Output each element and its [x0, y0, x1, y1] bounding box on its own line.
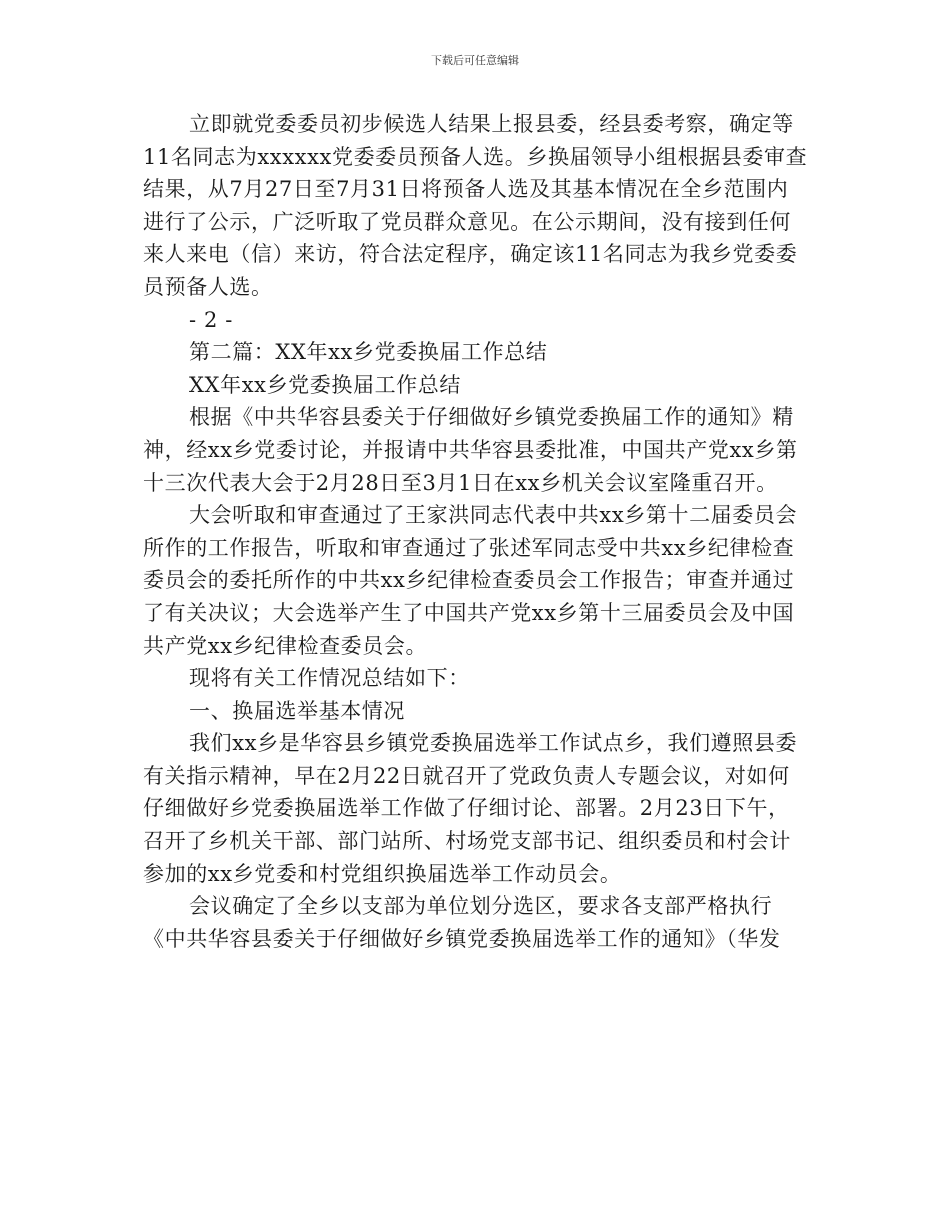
text-line: 我们xx乡是华容县乡镇党委换届选举工作试点乡，我们遵照县委: [189, 731, 798, 756]
text-line: 委员会的委托所作的中共xx乡纪律检查委员会工作报告；审查并通过: [143, 568, 795, 593]
text-line: 一、换届选举基本情况: [189, 698, 405, 723]
page-header-note: 下载后可任意编辑: [431, 54, 519, 67]
text-line: 来人来电（信）来访，符合法定程序，确定该11名同志为我乡党委委: [143, 242, 798, 267]
text-line: 有关指示精神，早在2月22日就召开了党政负责人专题会议，对如何: [143, 763, 790, 788]
text-line: 十三次代表大会于2月28日至3月1日在xx乡机关会议室隆重召开。: [143, 470, 778, 495]
text-line: 会议确定了全乡以支部为单位划分选区，要求各支部严格执行: [189, 894, 773, 919]
text-line: 立即就党委委员初步候选人结果上报县委，经县委考察，确定等: [189, 112, 794, 136]
text-line: 根据《中共华容县委关于仔细做好乡镇党委换届工作的通知》精: [189, 405, 794, 430]
text-line: 共产党xx乡纪律检查委员会。: [143, 633, 428, 658]
text-line: 召开了乡机关干部、部门站所、村场党支部书记、组织委员和村会计: [143, 829, 791, 854]
text-line: 了有关决议；大会选举产生了中国共产党xx乡第十三届委员会及中国: [143, 600, 795, 625]
text-line: 参加的xx乡党委和村党组织换届选举工作动员会。: [143, 861, 622, 886]
text-line: 大会听取和审查通过了王家洪同志代表中共xx乡第十二届委员会: [189, 503, 798, 528]
text-line: 所作的工作报告，听取和审查通过了张述军同志受中共xx乡纪律检查: [143, 535, 795, 560]
text-line: XX年xx乡党委换届工作总结: [189, 372, 461, 397]
text-line: 员预备人选。: [143, 274, 273, 299]
text-line: 神，经xx乡党委讨论，并报请中共华容县委批准，中国共产党xx乡第: [143, 437, 798, 462]
text-line: 第二篇：XX年xx乡党委换届工作总结: [189, 340, 548, 365]
text-line: 仔细做好乡党委换届选举工作做了仔细讨论、部署。2月23日下午，: [143, 796, 790, 821]
text-line: 《中共华容县委关于仔细做好乡镇党委换届选举工作的通知》（华发: [143, 926, 781, 951]
text-line: - 2 -: [189, 307, 233, 332]
text-line: 结果，从7月27日至7月31日将预备人选及其基本情况在全乡范围内: [143, 177, 789, 202]
document-body: [143, 108, 807, 955]
text-line: 进行了公示，广泛听取了党员群众意见。在公示期间，没有接到任何: [143, 209, 791, 234]
text-line: 现将有关工作情况总结如下：: [189, 666, 470, 691]
text-line: 11名同志为xxxxxx党委委员预备人选。乡换届领导小组根据县委审查: [143, 144, 807, 169]
